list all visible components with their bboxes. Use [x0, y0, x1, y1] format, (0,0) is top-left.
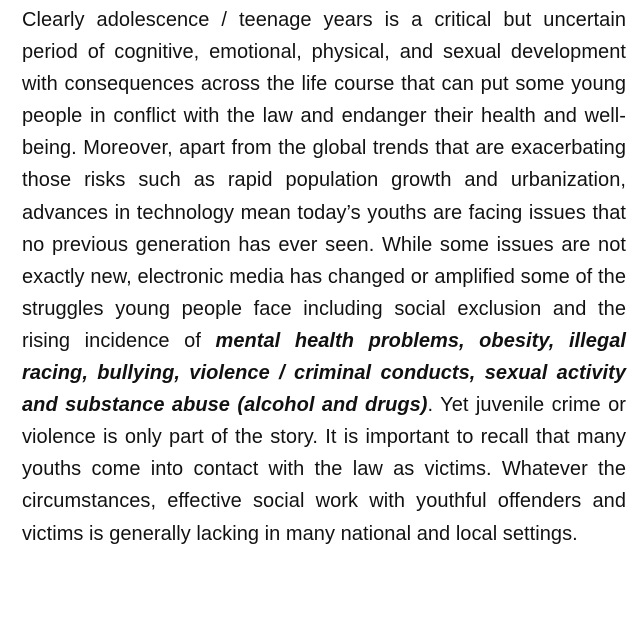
body-paragraph — [22, 4, 626, 550]
paragraph-text-intro: Clearly adolescence / teenage years is a critical but uncertain period of cognitive, emotional, physical, and sexual development with consequences across the life course that can put some young people in conflict with the law and endanger their health and well-being. Moreover, apart from the global trends that are exacerbating those risks such as rapid population growth and urbanization, advances in technology mean today’s youths are facing issues that no previous generation has ever seen. While some issues are not exactly new, electronic media has changed or amplified some of the struggles young people face including social exclusion and the rising incidence of — [22, 9, 626, 352]
paragraph-text-conclusion: . Yet juvenile crime or violence is only part of the story. It is important to recall that many youths come into contact with the law as victims. Whatever the circumstances, effective social work with youthful offenders and victims is generally lacking in many national and local settings. — [22, 394, 626, 545]
emphasized-issues-list: mental health problems, obesity, illegal racing, bullying, violence / criminal conducts, sexual activity and substance abuse (alcohol and drugs) — [22, 329, 626, 417]
